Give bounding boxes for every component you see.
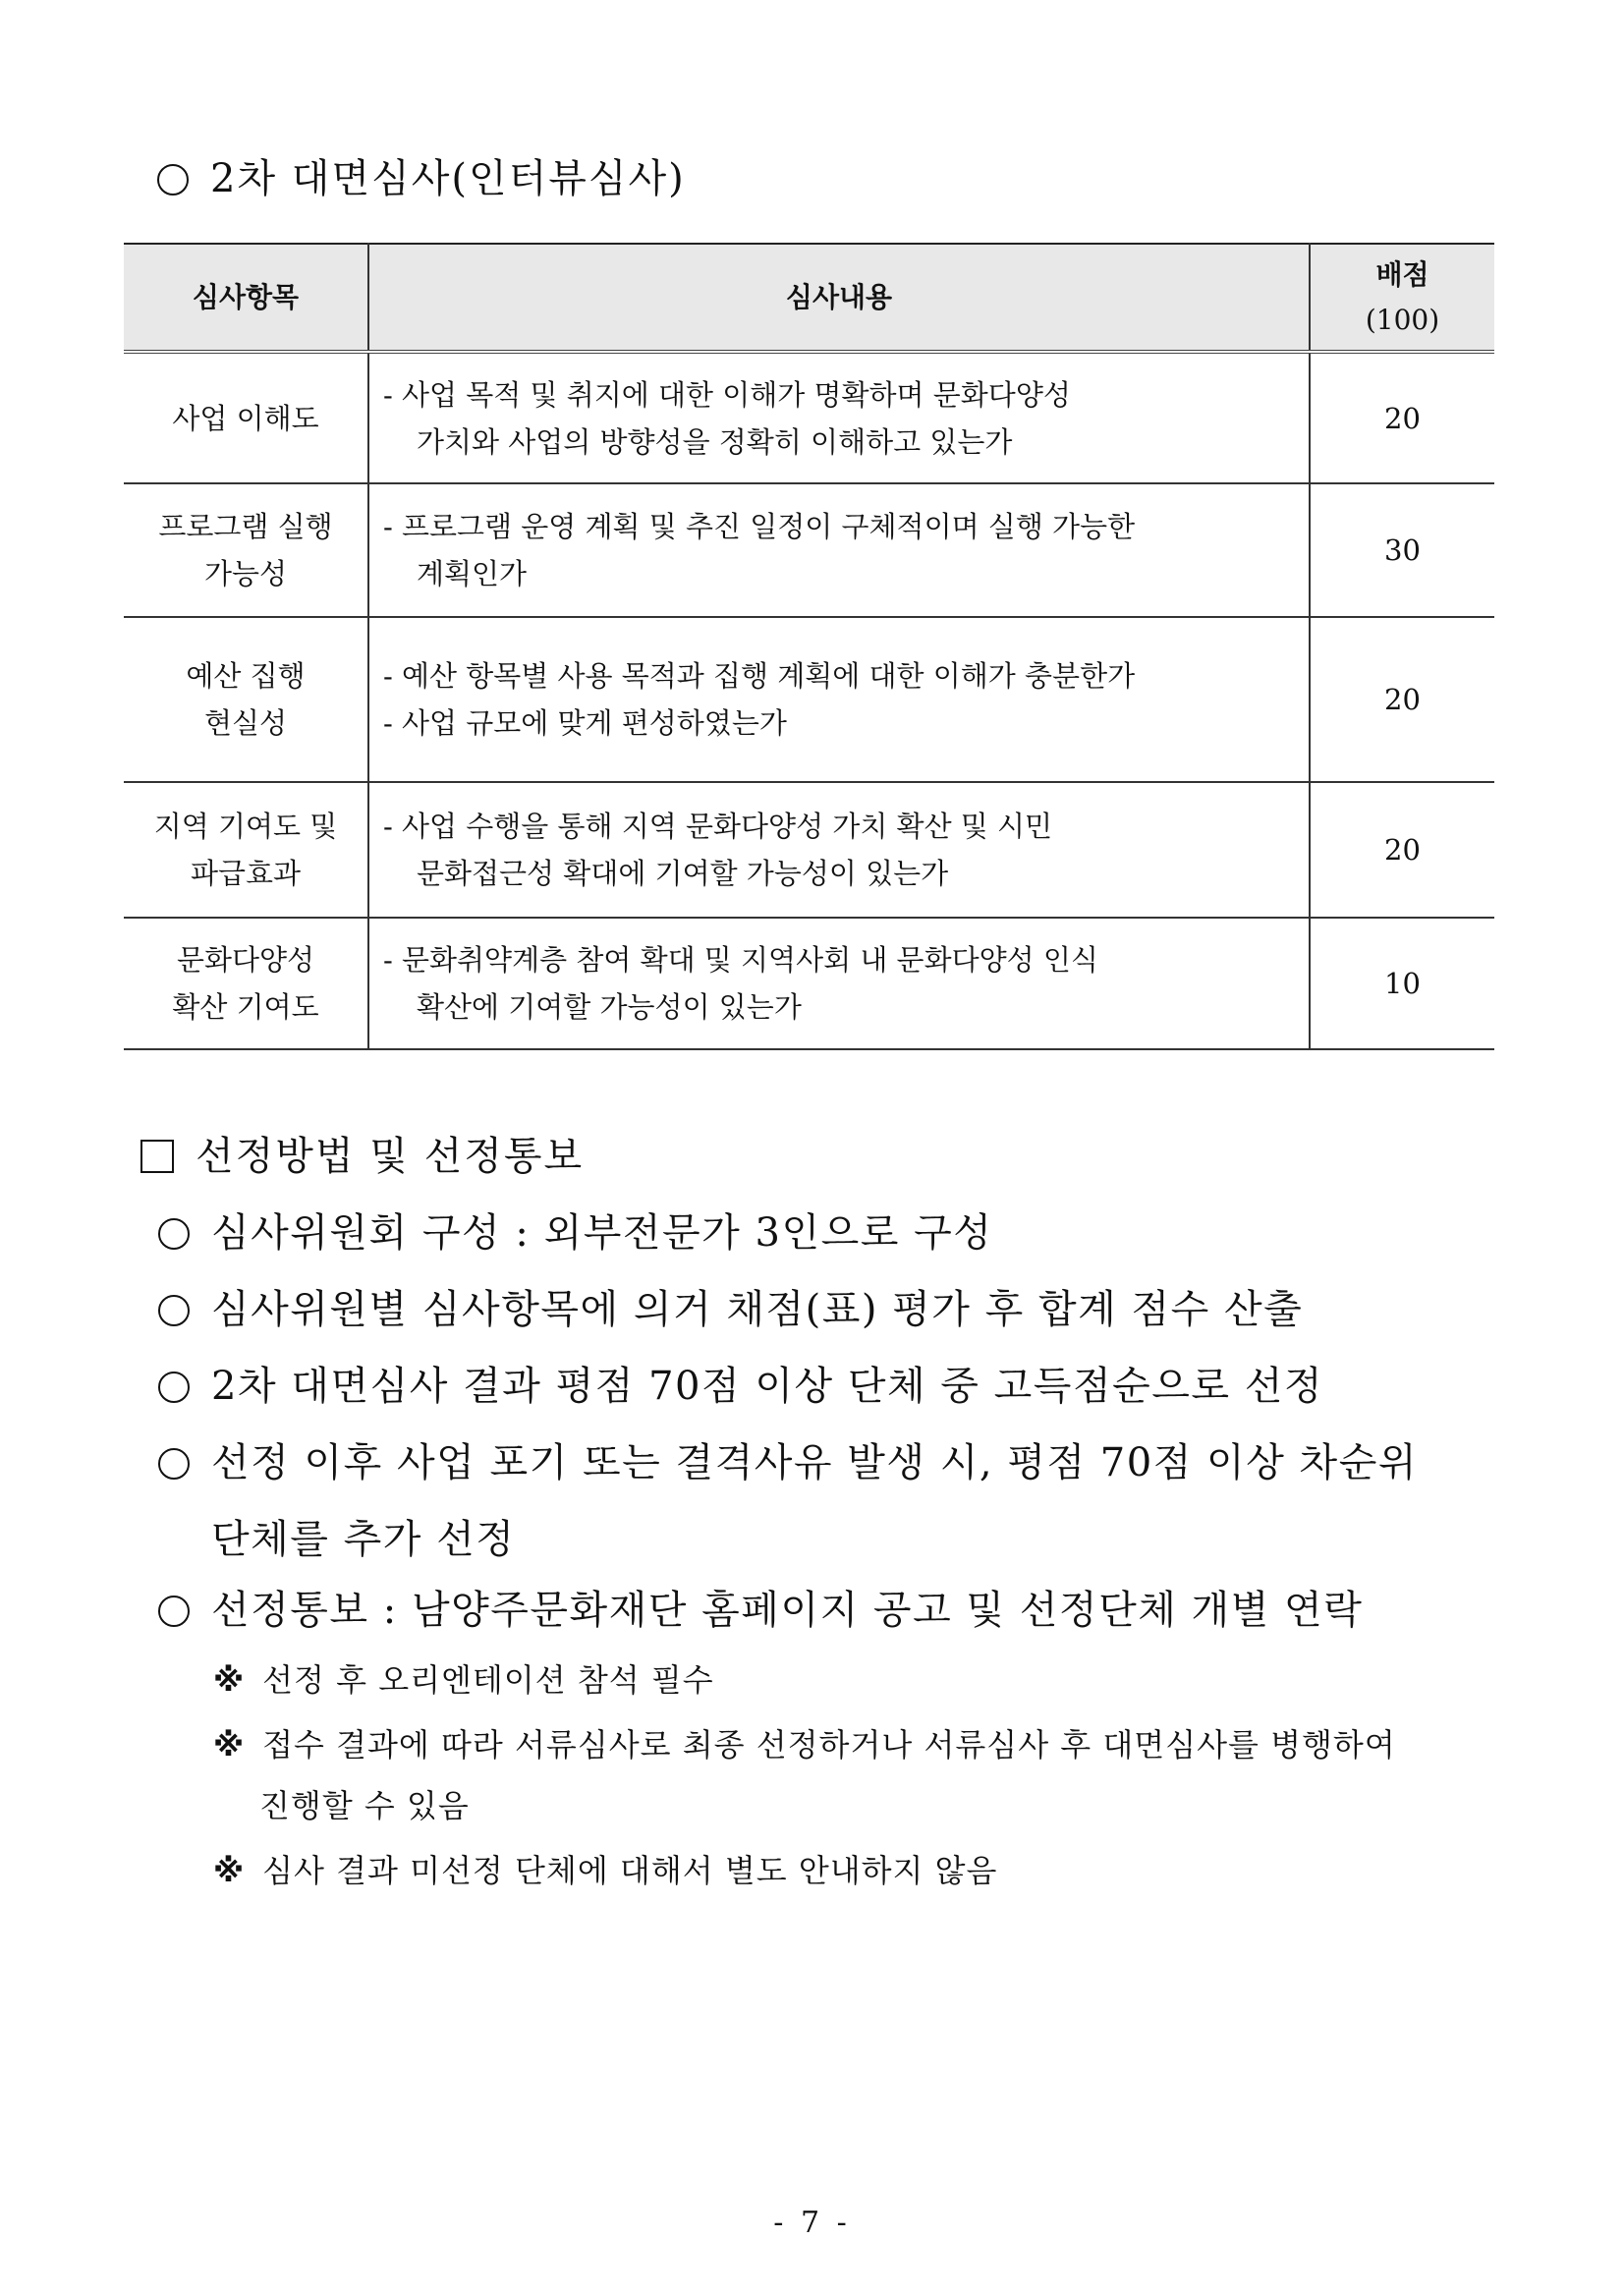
row-score: 20 bbox=[1310, 352, 1494, 483]
circle-bullet-icon bbox=[158, 1295, 190, 1326]
row-item: 지역 기여도 및 파급효과 bbox=[124, 782, 368, 918]
list-item: 선정통보 : 남양주문화재단 홈페이지 공고 및 선정단체 개별 연락 bbox=[140, 1579, 1516, 1655]
section-heading: 2차 대면심사(인터뷰심사) bbox=[157, 147, 686, 203]
circle-bullet-icon bbox=[157, 164, 189, 196]
table-row bbox=[124, 782, 1494, 918]
square-bullet-icon bbox=[140, 1140, 174, 1173]
reference-mark-icon: ※ bbox=[213, 1852, 246, 1889]
table-row bbox=[124, 483, 1494, 617]
list-item: 2차 대면심사 결과 평점 70점 이상 단체 중 고득점순으로 선정 bbox=[140, 1355, 1516, 1431]
row-content: - 사업 목적 및 취지에 대한 이해가 명확하며 문화다양성 가치와 사업의 방향성을 정확히 이해하고 있는가 bbox=[368, 352, 1310, 483]
header-score: 배점 (100) bbox=[1310, 244, 1494, 352]
circle-bullet-icon bbox=[158, 1596, 190, 1627]
row-item: 예산 집행 현실성 bbox=[124, 617, 368, 782]
row-item: 프로그램 실행 가능성 bbox=[124, 483, 368, 617]
row-content: - 사업 수행을 통해 지역 문화다양성 가치 확산 및 시민 문화접근성 확대에 기여할 가능성이 있는가 bbox=[368, 782, 1310, 918]
table-row bbox=[124, 918, 1494, 1049]
circle-bullet-icon bbox=[158, 1448, 190, 1480]
circle-bullet-icon bbox=[158, 1218, 190, 1250]
row-item: 문화다양성 확산 기여도 bbox=[124, 918, 368, 1049]
note-item: ※ 선정 후 오리엔테이션 참석 필수 bbox=[213, 1661, 714, 1699]
header-item: 심사항목 bbox=[124, 244, 368, 352]
page-number: - 7 - bbox=[773, 2206, 851, 2240]
table-row bbox=[124, 617, 1494, 782]
table-row bbox=[124, 352, 1494, 483]
evaluation-table bbox=[124, 243, 1494, 1050]
selection-heading: 선정방법 및 선정통보 bbox=[140, 1125, 1516, 1176]
row-score: 10 bbox=[1310, 918, 1494, 1049]
list-item: 심사위원별 심사항목에 의거 채점(표) 평가 후 합계 점수 산출 bbox=[140, 1278, 1516, 1355]
list-item: 심사위원회 구성 : 외부전문가 3인으로 구성 bbox=[140, 1202, 1516, 1278]
row-score: 20 bbox=[1310, 782, 1494, 918]
row-score: 30 bbox=[1310, 483, 1494, 617]
row-item: 사업 이해도 bbox=[124, 352, 368, 483]
row-content: - 예산 항목별 사용 목적과 집행 계획에 대한 이해가 충분한가 - 사업 규모에 맞게 편성하였는가 bbox=[368, 617, 1310, 782]
row-content: - 프로그램 운영 계획 및 추진 일정이 구체적이며 실행 가능한 계획인가 bbox=[368, 483, 1310, 617]
list-item: 선정 이후 사업 포기 또는 결격사유 발생 시, 평점 70점 이상 차순위 bbox=[140, 1431, 1516, 1508]
row-content: - 문화취약계층 참여 확대 및 지역사회 내 문화다양성 인식 확산에 기여할 가능성이 있는가 bbox=[368, 918, 1310, 1049]
header-content: 심사내용 bbox=[368, 244, 1310, 352]
table-header-row bbox=[124, 244, 1494, 352]
note-item: ※ 심사 결과 미선정 단체에 대해서 별도 안내하지 않음 bbox=[213, 1852, 998, 1889]
note-continuation: 진행할 수 있음 bbox=[259, 1787, 470, 1824]
reference-mark-icon: ※ bbox=[213, 1661, 246, 1699]
selection-section bbox=[140, 1125, 1516, 1911]
row-score: 20 bbox=[1310, 617, 1494, 782]
circle-bullet-icon bbox=[158, 1372, 190, 1403]
list-item-continuation: 단체를 추가 선정 bbox=[211, 1517, 516, 1562]
reference-mark-icon: ※ bbox=[213, 1726, 246, 1764]
note-item: ※ 접수 결과에 따라 서류심사로 최종 선정하거나 서류심사 후 대면심사를 병행하여 bbox=[213, 1726, 1396, 1764]
